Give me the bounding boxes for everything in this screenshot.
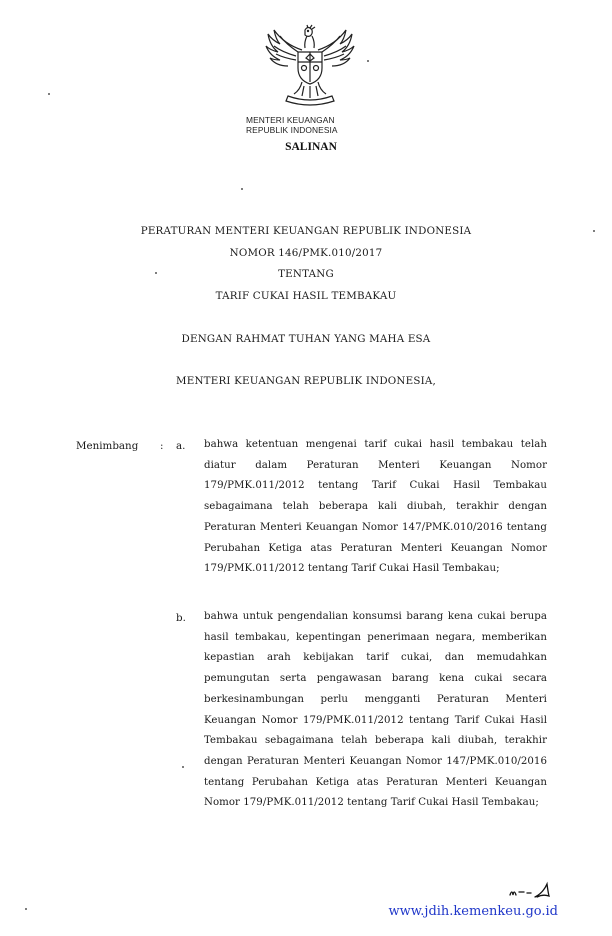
scan-speck: [155, 272, 157, 274]
considering-item-a: bahwa ketentuan mengenai tarif cukai hasil tembakau telah diatur dalam Peraturan Menteri Keuangan Nomor 179/PMK.011/2012 tentang Tarif Cukai Hasil Tembakau sebagaimana telah beberapa kali diubah, terakhir dengan Peraturan Menteri Keuangan Nomor 147/PMK.010/2016 tentang Perubahan Ketiga atas Peraturan Menteri Keuangan Nomor 179/PMK.011/2012 tentang Tarif Cukai Hasil Tembakau;: [204, 439, 547, 575]
scan-speck: [182, 766, 184, 768]
considering-colon: :: [160, 440, 164, 452]
regulation-number: NOMOR 146/PMK.010/2017: [229, 247, 383, 259]
scan-speck: [241, 188, 243, 190]
salinan-stamp: SALINAN: [285, 141, 337, 153]
invocation: DENGAN RAHMAT TUHAN YANG MAHA ESA: [181, 333, 431, 345]
scan-speck: [367, 60, 369, 62]
item-marker: b.: [176, 612, 186, 624]
scan-speck: [25, 908, 27, 910]
institution-line: REPUBLIK INDONESIA: [246, 125, 338, 135]
regulation-about-label: TENTANG: [278, 268, 334, 280]
issuing-authority: MENTERI KEUANGAN REPUBLIK INDONESIA,: [176, 375, 436, 387]
institution-line: MENTERI KEUANGAN: [246, 115, 335, 125]
scan-speck: [48, 93, 50, 95]
regulation-title: PERATURAN MENTERI KEUANGAN REPUBLIK INDONESIA: [140, 225, 472, 237]
garuda-emblem-icon: [258, 24, 358, 114]
considering-item-b: bahwa untuk pengendalian konsumsi barang kena cukai berupa hasil tembakau, kepentingan penerimaan negara, memberikan kepastian arah kebijakan tarif cukai, dan memudahkan pemungutan serta pengawasan barang kena cukai secara berkesinambungan perlu mengganti Peraturan Menteri Keuangan Nomor 179/PMK.011/2012 tentang Tarif Cukai Hasil Tembakau sebagaimana telah beberapa kali diubah, terakhir dengan Peraturan Menteri Keuangan Nomor 147/PMK.010/2016 tentang Perubahan Ketiga atas Peraturan Menteri Keuangan Nomor 179/PMK.011/2012 tentang Tarif Cukai Hasil Tembakau;: [204, 611, 547, 809]
regulation-subject: TARIF CUKAI HASIL TEMBAKAU: [215, 290, 397, 302]
item-marker: a.: [176, 440, 186, 452]
considering-label: Menimbang: [76, 440, 139, 452]
institution-name: [246, 115, 366, 135]
scan-speck: [593, 230, 595, 232]
initials-signature: [507, 881, 562, 901]
footer-website-link[interactable]: www.jdih.kemenkeu.go.id: [388, 904, 558, 919]
